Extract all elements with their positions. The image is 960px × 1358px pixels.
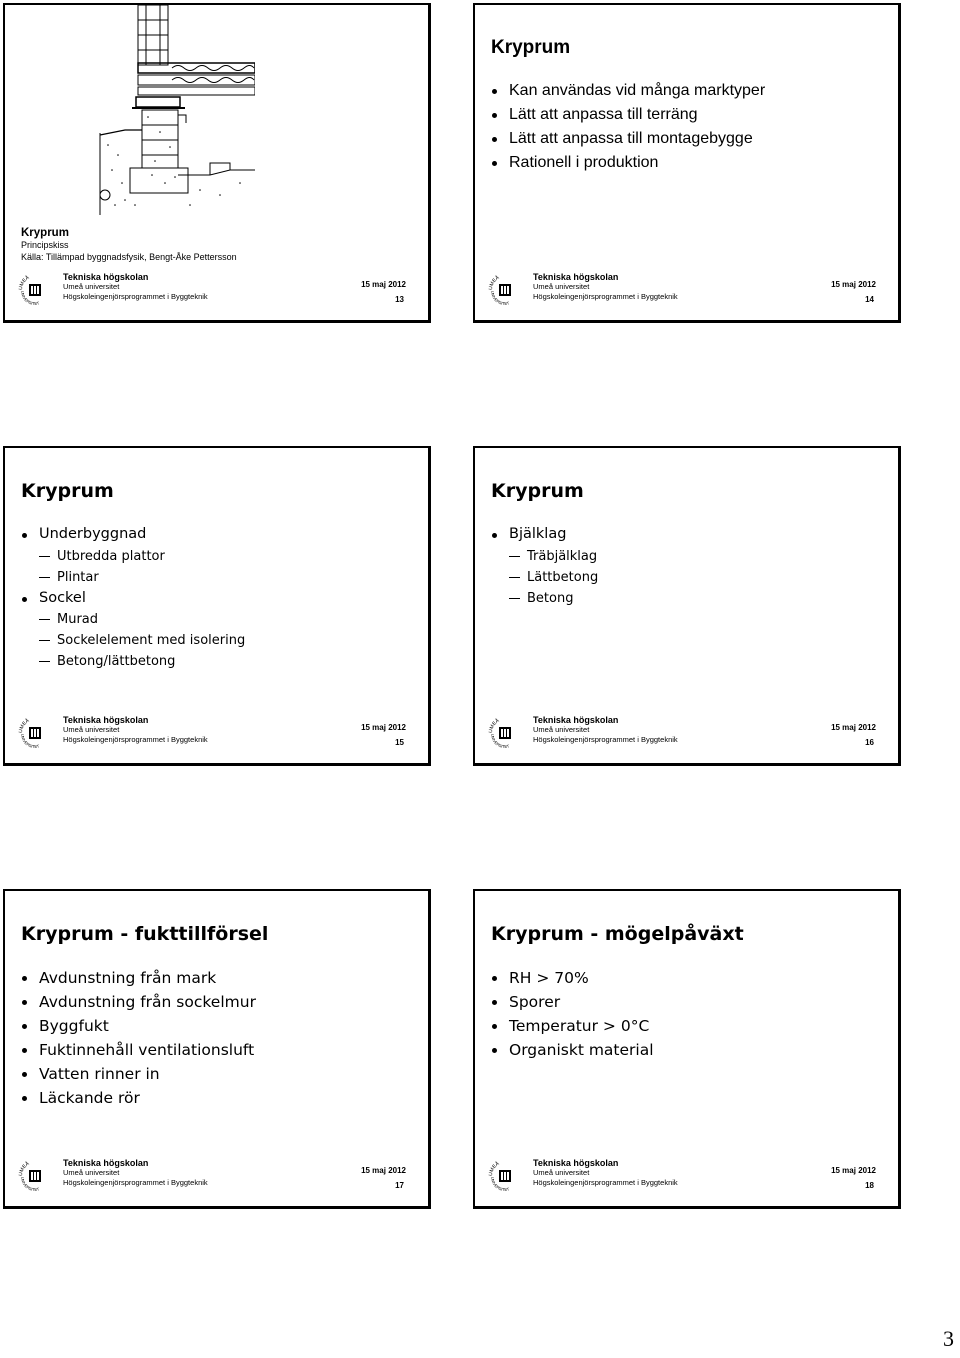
slide-number: 18 [865,1181,874,1190]
slide-date: 15 maj 2012 [361,280,406,289]
slide-17 [3,889,431,1209]
org-university: Umeå universitet [63,725,120,734]
svg-text:UNIVERSITET: UNIVERSITET [19,290,40,307]
slide-title: Kryprum [491,37,571,58]
svg-text:UNIVERSITET: UNIVERSITET [489,290,510,307]
figure-caption [21,227,237,263]
slide-number: 14 [865,295,874,304]
crawlspace-section-drawing [60,5,255,215]
sub-bullet-item: Lättbetong [475,567,598,588]
svg-text:UMEÅ: UMEÅ [487,274,501,291]
slide-footer [475,1150,898,1206]
bullet-list [5,524,245,672]
umea-university-logo [487,1158,523,1194]
slide-13 [3,3,431,323]
bullet-item: Byggfukt [5,1014,256,1038]
sub-bullet-item: Sockelelement med isolering [5,630,245,651]
org-program: Högskoleingenjörsprogrammet i Byggteknik [533,1178,678,1187]
slide-date: 15 maj 2012 [831,723,876,732]
slide-title: Kryprum [21,480,114,502]
bullet-item: Lätt att anpassa till terräng [475,103,765,127]
organization-text [533,1158,678,1188]
org-faculty: Tekniska högskolan [63,715,149,725]
svg-text:UNIVERSITET: UNIVERSITET [489,1176,510,1193]
org-program: Högskoleingenjörsprogrammet i Byggteknik [63,292,208,301]
slide-title: Kryprum [491,480,584,502]
umea-university-logo [487,272,523,308]
slide-date: 15 maj 2012 [831,280,876,289]
umea-university-logo [17,1158,53,1194]
org-faculty: Tekniska högskolan [533,715,619,725]
svg-text:UMEÅ: UMEÅ [17,1160,31,1177]
bullet-item: Fuktinnehåll ventilationsluft [5,1038,256,1062]
bullet-item: Underbyggnad [5,524,245,546]
sub-bullet-item: Murad [5,609,245,630]
slide-title: Kryprum - mögelpåväxt [491,923,744,945]
bullet-item: Rationell i produktion [475,151,765,175]
slide-footer [475,264,898,320]
bullet-item: Sockel [5,588,245,610]
bullet-item: Avdunstning från mark [5,966,256,990]
organization-text [533,715,678,745]
sub-bullet-item: Plintar [5,567,245,588]
sub-bullet-item: Betong/lättbetong [5,651,245,672]
caption-subtitle: Principskiss [21,240,69,250]
slide-date: 15 maj 2012 [831,1166,876,1175]
svg-text:UMEÅ: UMEÅ [487,1160,501,1177]
svg-text:UNIVERSITET: UNIVERSITET [19,1176,40,1193]
slide-footer [5,707,428,763]
organization-text [533,272,678,302]
org-university: Umeå universitet [533,282,590,291]
umea-university-logo [17,272,53,308]
bullet-item: Temperatur > 0°C [475,1014,654,1038]
org-program: Högskoleingenjörsprogrammet i Byggteknik [63,735,208,744]
svg-text:UMEÅ: UMEÅ [487,717,501,734]
org-university: Umeå universitet [63,1168,120,1177]
page-number: 3 [943,1326,954,1351]
slide-date: 15 maj 2012 [361,1166,406,1175]
org-faculty: Tekniska högskolan [533,272,619,282]
org-faculty: Tekniska högskolan [63,1158,149,1168]
organization-text [63,1158,208,1188]
bullet-item: Sporer [475,990,654,1014]
organization-text [63,715,208,745]
svg-text:UNIVERSITET: UNIVERSITET [19,733,40,750]
slide-number: 16 [865,738,874,747]
slide-footer [5,1150,428,1206]
org-program: Högskoleingenjörsprogrammet i Byggteknik [63,1178,208,1187]
caption-title: Kryprum [21,227,69,239]
sub-bullet-item: Betong [475,588,598,609]
svg-text:UMEÅ: UMEÅ [17,717,31,734]
bullet-list [475,966,654,1062]
umea-university-logo [17,715,53,751]
svg-text:UMEÅ: UMEÅ [17,274,31,291]
organization-text [63,272,208,302]
slide-number: 13 [395,295,404,304]
slide-18 [473,889,901,1209]
bullet-item: Vatten rinner in [5,1062,256,1086]
svg-text:UNIVERSITET: UNIVERSITET [489,733,510,750]
bullet-item: Organiskt material [475,1038,654,1062]
bullet-list [475,524,598,609]
org-university: Umeå universitet [533,1168,590,1177]
org-faculty: Tekniska högskolan [63,272,149,282]
sub-bullet-item: Utbredda plattor [5,546,245,567]
umea-university-logo [487,715,523,751]
slide-footer [475,707,898,763]
org-program: Högskoleingenjörsprogrammet i Byggteknik [533,292,678,301]
slide-footer [5,264,428,320]
sub-bullet-item: Träbjälklag [475,546,598,567]
bullet-list [5,966,256,1110]
slide-16 [473,446,901,766]
slide-number: 17 [395,1181,404,1190]
bullet-item: Bjälklag [475,524,598,546]
bullet-item: Läckande rör [5,1086,256,1110]
org-university: Umeå universitet [63,282,120,291]
org-program: Högskoleingenjörsprogrammet i Byggteknik [533,735,678,744]
org-faculty: Tekniska högskolan [533,1158,619,1168]
bullet-item: RH > 70% [475,966,654,990]
caption-source: Källa: Tillämpad byggnadsfysik, Bengt-Åke Pettersson [21,252,237,262]
slide-date: 15 maj 2012 [361,723,406,732]
bullet-list [475,79,765,175]
bullet-item: Kan användas vid många marktyper [475,79,765,103]
slide-number: 15 [395,738,404,747]
bullet-item: Lätt att anpassa till montagebygge [475,127,765,151]
slide-15 [3,446,431,766]
bullet-item: Avdunstning från sockelmur [5,990,256,1014]
org-university: Umeå universitet [533,725,590,734]
slide-title: Kryprum - fukttillförsel [21,923,269,945]
slide-14 [473,3,901,323]
